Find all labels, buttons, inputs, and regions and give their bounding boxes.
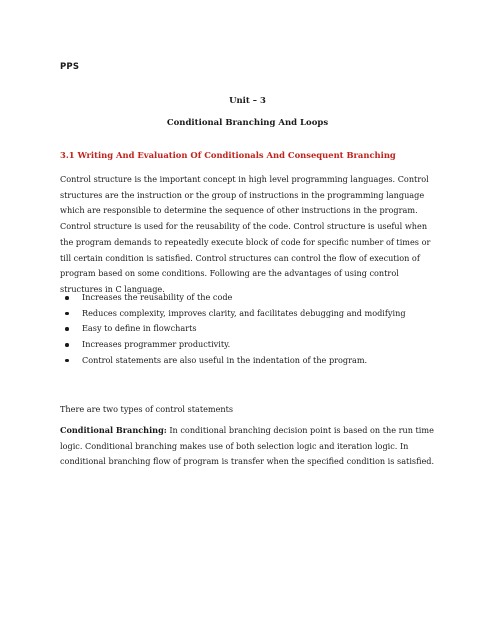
bullet-icon bbox=[65, 312, 69, 316]
list-item bbox=[60, 337, 440, 353]
list-item bbox=[60, 321, 440, 337]
list-item-text: Increases the reusability of the code bbox=[82, 292, 233, 302]
list-item-text: Reduces complexity, improves clarity, and facilitates debugging and modifying bbox=[82, 307, 406, 318]
section-title: 3.1 Writing And Evaluation Of Conditionals And Consequent Branching bbox=[60, 150, 396, 160]
bullet-icon bbox=[65, 343, 69, 347]
list-item bbox=[60, 306, 440, 322]
unit-heading: Unit – 3 bbox=[229, 96, 266, 106]
conditional-branching-paragraph bbox=[60, 423, 436, 470]
list-item bbox=[60, 353, 440, 369]
chapter-title: Conditional Branching And Loops bbox=[166, 118, 329, 128]
list-item-text: Easy to define in flowcharts bbox=[82, 323, 197, 334]
bullet-icon bbox=[65, 359, 69, 363]
list-item bbox=[60, 290, 440, 306]
page-header: PPS bbox=[60, 62, 80, 72]
bullet-icon bbox=[65, 327, 69, 331]
types-paragraph: There are two types of control statements bbox=[60, 404, 234, 414]
conditional-branching-term: Conditional Branching: bbox=[60, 425, 167, 435]
list-item-text: Increases programmer productivity. bbox=[82, 339, 231, 350]
list-item-text: Control statements are also useful in the indentation of the program. bbox=[82, 354, 368, 365]
intro-paragraph: Control structure is the important concept in high level programming languages. Control structures are the instruction or the group of instructions in the programming language which are responsible to determine the sequence of other instructions in the program. Control structure is used for the reusability of the code. Control structure is useful when the program demands to repeatedly execute block of code for specific number of times or till certain condition is satisfied. Control structures can control the flow of execution of program based on some conditions. Following are the advantages of using control structures in C language. bbox=[60, 174, 431, 294]
advantages-list bbox=[60, 290, 440, 369]
bullet-icon bbox=[65, 296, 69, 300]
conditional-branching-text: In conditional branching decision point is based on the run time logic. Conditional branching makes use of both selection logic and iteration logic. In conditional branching flow of program is transfer when the specified condition is satisfied. bbox=[60, 425, 435, 467]
